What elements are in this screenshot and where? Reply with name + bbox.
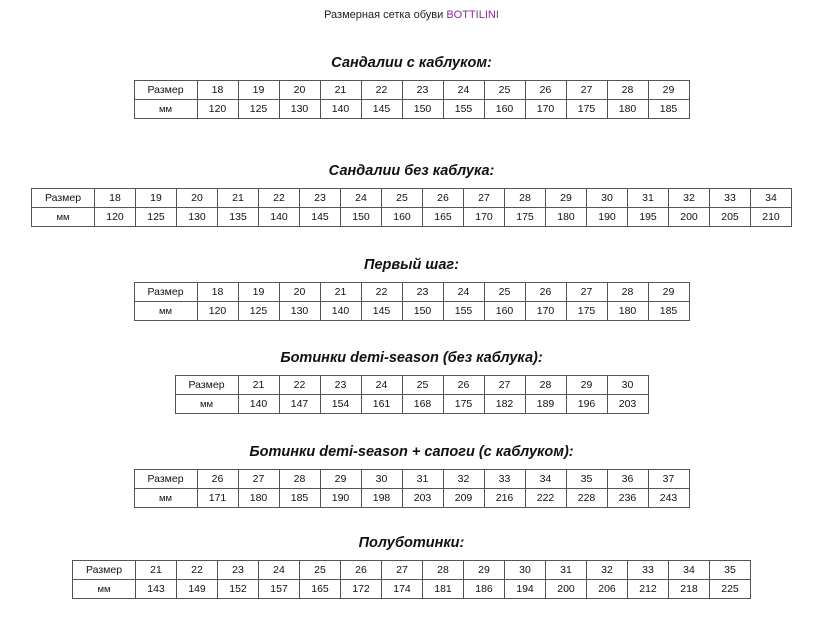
size-chart-section bbox=[0, 161, 823, 227]
size-cell: 31 bbox=[402, 470, 443, 489]
size-cell: 31 bbox=[546, 561, 587, 580]
size-cell: 21 bbox=[238, 376, 279, 395]
mm-cell: 190 bbox=[587, 208, 628, 227]
section-title: Первый шаг: bbox=[364, 257, 459, 273]
size-cell: 30 bbox=[361, 470, 402, 489]
mm-cell: 155 bbox=[443, 100, 484, 119]
mm-cell: 174 bbox=[382, 580, 423, 599]
mm-cell: 154 bbox=[320, 395, 361, 414]
mm-cell: 175 bbox=[443, 395, 484, 414]
mm-cell: 180 bbox=[546, 208, 587, 227]
size-cell: 24 bbox=[341, 189, 382, 208]
size-cell: 34 bbox=[751, 189, 792, 208]
size-cell: 33 bbox=[710, 189, 751, 208]
mm-cell: 212 bbox=[628, 580, 669, 599]
size-cell: 27 bbox=[464, 189, 505, 208]
size-cell: 28 bbox=[505, 189, 546, 208]
mm-cell: 243 bbox=[648, 489, 689, 508]
mm-cell: 140 bbox=[320, 302, 361, 321]
row-label: мм bbox=[32, 208, 95, 227]
size-cell: 26 bbox=[525, 81, 566, 100]
size-cell: 29 bbox=[464, 561, 505, 580]
size-row bbox=[73, 561, 751, 580]
size-cell: 18 bbox=[197, 283, 238, 302]
mm-cell: 203 bbox=[402, 489, 443, 508]
mm-cell: 206 bbox=[587, 580, 628, 599]
mm-cell: 228 bbox=[566, 489, 607, 508]
size-cell: 25 bbox=[484, 81, 525, 100]
size-cell: 28 bbox=[423, 561, 464, 580]
size-cell: 23 bbox=[300, 189, 341, 208]
size-cell: 25 bbox=[402, 376, 443, 395]
size-cell: 36 bbox=[607, 470, 648, 489]
section-title: Ботинки demi-season + сапоги (с каблуком): bbox=[249, 444, 574, 460]
size-cell: 29 bbox=[546, 189, 587, 208]
size-cell: 34 bbox=[525, 470, 566, 489]
size-cell: 23 bbox=[402, 283, 443, 302]
size-cell: 30 bbox=[587, 189, 628, 208]
mm-cell: 140 bbox=[238, 395, 279, 414]
size-row bbox=[134, 283, 689, 302]
mm-cell: 175 bbox=[566, 100, 607, 119]
mm-cell: 140 bbox=[259, 208, 300, 227]
size-chart-section bbox=[0, 53, 823, 119]
mm-cell: 160 bbox=[484, 100, 525, 119]
size-cell: 21 bbox=[136, 561, 177, 580]
row-label: Размер bbox=[134, 470, 197, 489]
section-title: Ботинки demi-season (без каблука): bbox=[280, 350, 543, 366]
mm-cell: 175 bbox=[566, 302, 607, 321]
mm-cell: 182 bbox=[484, 395, 525, 414]
row-label: Размер bbox=[134, 81, 197, 100]
size-cell: 32 bbox=[669, 189, 710, 208]
mm-cell: 196 bbox=[566, 395, 607, 414]
mm-cell: 181 bbox=[423, 580, 464, 599]
size-cell: 30 bbox=[607, 376, 648, 395]
size-chart-section bbox=[0, 348, 823, 414]
mm-cell: 186 bbox=[464, 580, 505, 599]
size-cell: 20 bbox=[177, 189, 218, 208]
mm-cell: 205 bbox=[710, 208, 751, 227]
page-title-text: Размерная сетка обуви bbox=[324, 9, 444, 21]
mm-cell: 130 bbox=[279, 302, 320, 321]
mm-cell: 172 bbox=[341, 580, 382, 599]
size-cell: 22 bbox=[361, 81, 402, 100]
size-chart-section bbox=[0, 255, 823, 321]
section-title: Сандалии с каблуком: bbox=[331, 55, 492, 71]
mm-cell: 216 bbox=[484, 489, 525, 508]
size-cell: 25 bbox=[300, 561, 341, 580]
row-label: мм bbox=[134, 489, 197, 508]
mm-cell: 150 bbox=[402, 302, 443, 321]
mm-cell: 143 bbox=[136, 580, 177, 599]
mm-cell: 161 bbox=[361, 395, 402, 414]
mm-cell: 150 bbox=[341, 208, 382, 227]
mm-row bbox=[73, 580, 751, 599]
size-cell: 18 bbox=[197, 81, 238, 100]
size-table bbox=[72, 560, 751, 599]
mm-row bbox=[32, 208, 792, 227]
mm-cell: 180 bbox=[607, 302, 648, 321]
size-cell: 27 bbox=[382, 561, 423, 580]
mm-cell: 152 bbox=[218, 580, 259, 599]
mm-cell: 189 bbox=[525, 395, 566, 414]
mm-cell: 209 bbox=[443, 489, 484, 508]
mm-cell: 170 bbox=[525, 302, 566, 321]
size-table bbox=[175, 375, 649, 414]
size-cell: 27 bbox=[566, 81, 607, 100]
row-label: мм bbox=[134, 302, 197, 321]
size-cell: 28 bbox=[607, 283, 648, 302]
section-title: Сандалии без каблука: bbox=[328, 163, 495, 179]
size-cell: 18 bbox=[95, 189, 136, 208]
size-cell: 19 bbox=[238, 283, 279, 302]
mm-cell: 130 bbox=[177, 208, 218, 227]
mm-cell: 150 bbox=[402, 100, 443, 119]
size-cell: 20 bbox=[279, 283, 320, 302]
size-cell: 21 bbox=[218, 189, 259, 208]
size-cell: 25 bbox=[382, 189, 423, 208]
row-label: мм bbox=[175, 395, 238, 414]
size-cell: 26 bbox=[525, 283, 566, 302]
row-label: Размер bbox=[73, 561, 136, 580]
size-cell: 33 bbox=[628, 561, 669, 580]
mm-cell: 218 bbox=[669, 580, 710, 599]
mm-cell: 185 bbox=[648, 302, 689, 321]
size-cell: 22 bbox=[177, 561, 218, 580]
size-cell: 21 bbox=[320, 283, 361, 302]
size-cell: 19 bbox=[136, 189, 177, 208]
size-cell: 32 bbox=[443, 470, 484, 489]
row-label: Размер bbox=[32, 189, 95, 208]
mm-row bbox=[134, 302, 689, 321]
size-cell: 23 bbox=[402, 81, 443, 100]
size-cell: 20 bbox=[279, 81, 320, 100]
mm-cell: 185 bbox=[279, 489, 320, 508]
size-cell: 29 bbox=[648, 81, 689, 100]
size-cell: 28 bbox=[525, 376, 566, 395]
mm-cell: 160 bbox=[382, 208, 423, 227]
mm-cell: 125 bbox=[136, 208, 177, 227]
size-cell: 19 bbox=[238, 81, 279, 100]
size-cell: 22 bbox=[361, 283, 402, 302]
size-cell: 26 bbox=[443, 376, 484, 395]
mm-cell: 165 bbox=[423, 208, 464, 227]
mm-cell: 155 bbox=[443, 302, 484, 321]
size-cell: 24 bbox=[361, 376, 402, 395]
mm-cell: 120 bbox=[197, 302, 238, 321]
mm-cell: 160 bbox=[484, 302, 525, 321]
mm-cell: 200 bbox=[669, 208, 710, 227]
row-label: Размер bbox=[175, 376, 238, 395]
mm-cell: 210 bbox=[751, 208, 792, 227]
mm-cell: 195 bbox=[628, 208, 669, 227]
mm-cell: 175 bbox=[505, 208, 546, 227]
row-label: мм bbox=[73, 580, 136, 599]
mm-row bbox=[134, 100, 689, 119]
brand-name: BOTTILINI bbox=[446, 9, 499, 21]
mm-cell: 170 bbox=[525, 100, 566, 119]
size-row bbox=[175, 376, 648, 395]
mm-cell: 140 bbox=[320, 100, 361, 119]
size-cell: 27 bbox=[484, 376, 525, 395]
mm-cell: 168 bbox=[402, 395, 443, 414]
size-cell: 33 bbox=[484, 470, 525, 489]
size-cell: 23 bbox=[218, 561, 259, 580]
mm-cell: 147 bbox=[279, 395, 320, 414]
size-cell: 29 bbox=[648, 283, 689, 302]
size-cell: 29 bbox=[566, 376, 607, 395]
size-table bbox=[134, 80, 690, 119]
size-row bbox=[134, 81, 689, 100]
size-cell: 37 bbox=[648, 470, 689, 489]
page-title bbox=[0, 9, 823, 21]
mm-row bbox=[134, 489, 689, 508]
size-row bbox=[134, 470, 689, 489]
size-cell: 30 bbox=[505, 561, 546, 580]
mm-cell: 157 bbox=[259, 580, 300, 599]
size-cell: 24 bbox=[443, 283, 484, 302]
size-cell: 26 bbox=[197, 470, 238, 489]
mm-cell: 236 bbox=[607, 489, 648, 508]
row-label: Размер bbox=[134, 283, 197, 302]
mm-cell: 225 bbox=[710, 580, 751, 599]
size-cell: 31 bbox=[628, 189, 669, 208]
row-label: мм bbox=[134, 100, 197, 119]
size-cell: 22 bbox=[259, 189, 300, 208]
mm-cell: 125 bbox=[238, 100, 279, 119]
size-cell: 24 bbox=[259, 561, 300, 580]
mm-cell: 165 bbox=[300, 580, 341, 599]
size-chart-section bbox=[0, 533, 823, 599]
mm-cell: 171 bbox=[197, 489, 238, 508]
size-cell: 35 bbox=[566, 470, 607, 489]
mm-cell: 145 bbox=[361, 302, 402, 321]
mm-cell: 185 bbox=[648, 100, 689, 119]
size-table bbox=[134, 282, 690, 321]
mm-cell: 149 bbox=[177, 580, 218, 599]
mm-cell: 120 bbox=[95, 208, 136, 227]
mm-row bbox=[175, 395, 648, 414]
section-title: Полуботинки: bbox=[358, 535, 465, 551]
size-cell: 23 bbox=[320, 376, 361, 395]
size-cell: 28 bbox=[607, 81, 648, 100]
mm-cell: 170 bbox=[464, 208, 505, 227]
mm-cell: 145 bbox=[361, 100, 402, 119]
mm-cell: 180 bbox=[607, 100, 648, 119]
size-cell: 27 bbox=[566, 283, 607, 302]
size-cell: 34 bbox=[669, 561, 710, 580]
mm-cell: 120 bbox=[197, 100, 238, 119]
size-cell: 29 bbox=[320, 470, 361, 489]
mm-cell: 222 bbox=[525, 489, 566, 508]
size-cell: 28 bbox=[279, 470, 320, 489]
size-chart-section bbox=[0, 442, 823, 508]
mm-cell: 194 bbox=[505, 580, 546, 599]
size-table bbox=[134, 469, 690, 508]
size-cell: 24 bbox=[443, 81, 484, 100]
size-cell: 27 bbox=[238, 470, 279, 489]
size-cell: 35 bbox=[710, 561, 751, 580]
mm-cell: 145 bbox=[300, 208, 341, 227]
mm-cell: 125 bbox=[238, 302, 279, 321]
mm-cell: 130 bbox=[279, 100, 320, 119]
size-table bbox=[31, 188, 792, 227]
mm-cell: 203 bbox=[607, 395, 648, 414]
size-cell: 26 bbox=[423, 189, 464, 208]
mm-cell: 180 bbox=[238, 489, 279, 508]
mm-cell: 200 bbox=[546, 580, 587, 599]
size-cell: 22 bbox=[279, 376, 320, 395]
size-cell: 26 bbox=[341, 561, 382, 580]
mm-cell: 198 bbox=[361, 489, 402, 508]
mm-cell: 190 bbox=[320, 489, 361, 508]
size-cell: 32 bbox=[587, 561, 628, 580]
size-cell: 25 bbox=[484, 283, 525, 302]
size-row bbox=[32, 189, 792, 208]
mm-cell: 135 bbox=[218, 208, 259, 227]
size-cell: 21 bbox=[320, 81, 361, 100]
